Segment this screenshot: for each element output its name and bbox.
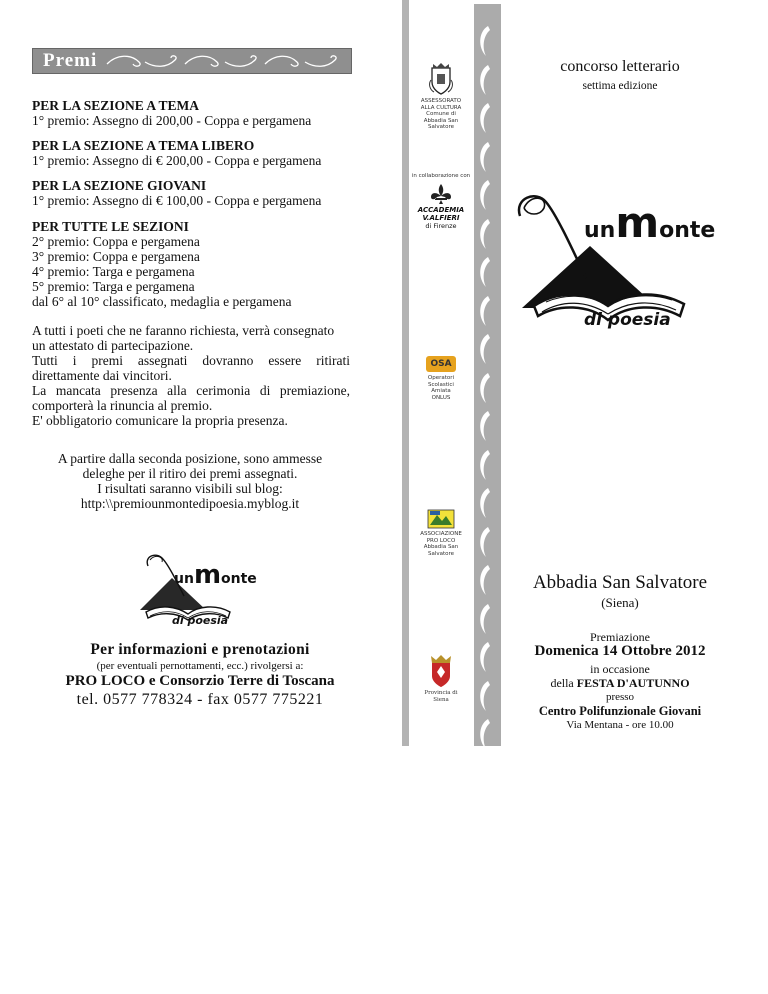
quill-icon (480, 103, 490, 133)
small-logo-onte: onte (221, 571, 257, 587)
quill-icon (480, 219, 490, 249)
sponsor-accademia (410, 184, 472, 230)
assessorato-line: Abbadia San Salvatore (423, 117, 459, 130)
premio-line: 4° premio: Targa e pergamena (32, 264, 195, 279)
sezione-giovani-heading: PER LA SEZIONE GIOVANI (32, 178, 207, 193)
premi-title: Premi (43, 50, 98, 71)
assessorato-line: ALLA CULTURA (420, 104, 462, 111)
quill-icon (480, 565, 490, 595)
proloco-logo-icon (427, 509, 455, 529)
note-line: A tutti i poeti che ne faranno richiesta, verrà consegnato (32, 323, 335, 338)
osa-badge: OSA (426, 356, 456, 372)
province-name: (Siena) (601, 595, 639, 610)
proloco-line: ASSOCIAZIONE (420, 531, 462, 537)
sezione-giovani (32, 178, 362, 208)
main-logo-un: un (584, 218, 616, 243)
info-org: PRO LOCO e Consorzio Terre di Toscana (65, 673, 335, 689)
premio-line: 5° premio: Targa e pergamena (32, 279, 195, 294)
deleghe-line: I risultati saranno visibili sul blog: (97, 481, 283, 496)
provincia-crest-icon (428, 654, 454, 688)
quill-icon (480, 450, 490, 480)
accademia-line: ACCADEMIA (417, 206, 465, 214)
deleghe-paragraph (40, 451, 340, 511)
small-logo-un: un (174, 571, 194, 587)
venue-name: Centro Polifunzionale Giovani (538, 704, 702, 718)
sezione-tema-line: 1° premio: Assegno di 200,00 - Coppa e pergamena (32, 113, 312, 128)
provincia-line: Siena (433, 696, 449, 703)
sezione-libero (32, 138, 362, 168)
edizione-subtitle: settima edizione (582, 80, 658, 92)
quill-icon (480, 65, 490, 95)
deleghe-line: A partire dalla seconda posizione, sono ammesse (57, 451, 323, 466)
quill-icon (480, 488, 490, 518)
small-logo (136, 550, 266, 630)
premio-line: dal 6° al 10° classificato, medaglia e pergamena (32, 294, 292, 309)
sezione-giovani-line: 1° premio: Assegno di € 100,00 - Coppa e pergamena (32, 193, 322, 208)
quill-icon (480, 527, 490, 557)
sponsor-proloco (410, 509, 472, 557)
main-logo (512, 186, 732, 336)
osa-line: Amiata (431, 388, 451, 394)
sezione-libero-line: 1° premio: Assegno di € 200,00 - Coppa e pergamena (32, 153, 322, 168)
sezione-tutte-heading: PER TUTTE LE SEZIONI (32, 219, 189, 234)
premio-line: 2° premio: Coppa e pergamena (32, 234, 200, 249)
note-line: E' obbligatorio comunicare la propria presenza. (32, 413, 288, 428)
swirl-ornament-icon (105, 52, 345, 70)
assessorato-line: ASSESSORATO (420, 98, 462, 104)
quill-icon (480, 296, 490, 326)
deleghe-line: deleghe per il ritiro dei premi assegnati. (82, 466, 298, 481)
assessorato-line: Comune di (426, 111, 456, 117)
collab-text: in collaborazione con (411, 173, 471, 179)
quill-icon (480, 180, 490, 210)
main-logo-m: m (615, 198, 660, 247)
fleur-de-lis-icon (429, 184, 453, 204)
sezione-tema-heading: PER LA SEZIONE A TEMA (32, 98, 200, 113)
quill-icon (480, 411, 490, 441)
quill-icon (480, 334, 490, 364)
sponsor-assessorato (410, 62, 472, 131)
notes-paragraph (32, 323, 350, 428)
main-logo-dipoesia: di poesia (584, 310, 671, 330)
note-line: un attestato di partecipazione. (32, 338, 194, 353)
accademia-line: di Firenze (425, 222, 457, 230)
quill-icon (480, 681, 490, 711)
quill-icon (480, 373, 490, 403)
note-line: direttamente dai vincitori. (32, 368, 172, 383)
proloco-line: Abbadia San Salvatore (423, 544, 459, 557)
presso-text: presso (605, 691, 635, 703)
venue-address: Via Mentana - ore 10.00 (566, 719, 674, 731)
occasione-text: in occasione (590, 662, 650, 676)
small-logo-m: m (193, 560, 222, 590)
info-sub: (per eventuali pernottamenti, ecc.) rivolgersi a: (96, 660, 304, 672)
small-logo-dipoesia: di poesia (172, 614, 229, 627)
main-logo-onte: onte (659, 218, 716, 243)
quill-icon (480, 642, 490, 672)
note-line: Tutti i premi assegnati dovranno essere ritirati (32, 353, 350, 368)
sezione-tutte (32, 219, 362, 309)
sezione-libero-heading: PER LA SEZIONE A TEMA LIBERO (32, 138, 255, 153)
quill-icon (480, 719, 490, 746)
premio-line: 3° premio: Coppa e pergamena (32, 249, 200, 264)
quill-icon (480, 142, 490, 172)
osa-line: Scolastici (428, 381, 454, 388)
premi-header-bar (32, 48, 352, 74)
festa-line (510, 676, 730, 691)
decorative-strip (474, 4, 501, 746)
quill-icon (480, 604, 490, 634)
event-date: Domenica 14 Ottobre 2012 (534, 643, 706, 659)
festa-name: FESTA D'AUTUNNO (576, 676, 690, 690)
sponsor-provincia (410, 654, 472, 703)
concorso-title: concorso letterario (560, 58, 680, 75)
note-line: comporterà la rinuncia al premio. (32, 398, 213, 413)
premiazione-label: Premiazione (590, 630, 650, 644)
quill-column-icon (474, 4, 501, 746)
osa-line: Operatori (427, 375, 455, 381)
info-title: Per informazioni e prenotazioni (90, 641, 310, 658)
sponsor-osa (410, 356, 472, 401)
city-name: Abbadia San Salvatore (532, 572, 708, 593)
note-line: La mancata presenza alla cerimonia di premiazione, (32, 383, 350, 398)
quill-icon (480, 26, 490, 56)
coat-of-arms-icon (428, 62, 454, 96)
divider-strip-left (402, 0, 409, 746)
info-tel: tel. 0577 778324 - fax 0577 775221 (76, 691, 324, 708)
proloco-line: PRO LOCO (426, 537, 456, 544)
sezione-tema (32, 98, 362, 128)
accademia-line: V.ALFIERI (422, 214, 460, 222)
festa-prefix: della (550, 676, 574, 690)
provincia-line: Provincia di (424, 690, 458, 696)
quill-icon (480, 257, 490, 287)
osa-line: ONLUS (431, 394, 451, 401)
blog-link[interactable]: http:\\premiounmontedipoesia.myblog.it (80, 496, 300, 511)
